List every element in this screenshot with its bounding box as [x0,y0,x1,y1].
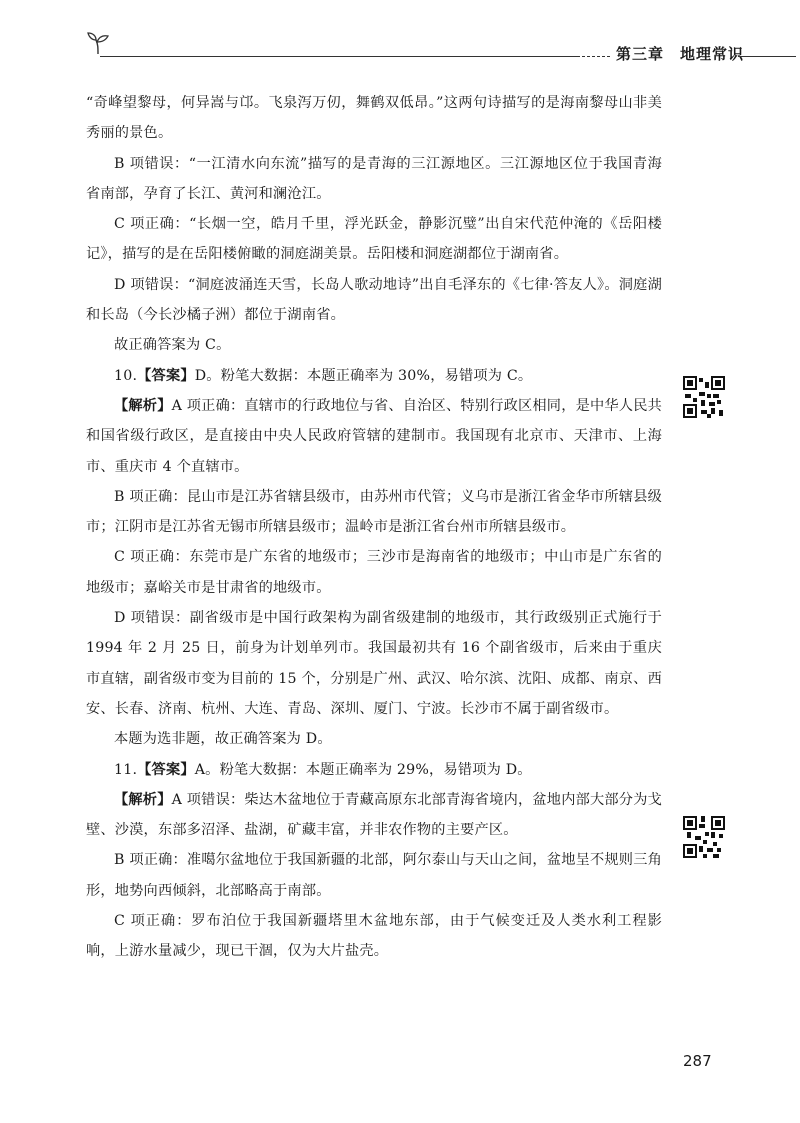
answer-tag: 【答案】 [137,367,195,384]
page-body [86,88,662,967]
paragraph: C 项正确：东莞市是广东省的地级市；三沙市是海南省的地级市；中山市是广东省的地级市；嘉峪关市是甘肃省的地级市。 [86,549,662,596]
answer-line [86,361,662,391]
page-number: 287 [683,1052,712,1070]
paragraph: B 项正确：昆山市是江苏省辖县级市，由苏州市代管；义乌市是浙江省金华市所辖县级市；江阴市是江苏省无锡市所辖县级市；温岭市是浙江省台州市所辖县级市。 [86,488,662,536]
paragraph: 本题为选非题，故正确答案为 D。 [114,731,332,748]
answer-tag: 【答案】 [137,761,195,778]
paragraph: D 项错误：“洞庭波涌连天雪，长岛人歌动地诗”出自毛泽东的《七律·答友人》。洞庭湖和长岛（今长沙橘子洲）都位于湖南省。 [86,276,662,324]
answer-text: D。粉笔大数据：本题正确率为 30%，易错项为 C。 [194,367,533,384]
analysis-text: A 项错误：柴达木盆地位于青藏高原东北部青海省境内，盆地内部大部分为戈壁、沙漠，东部多沼泽、盐湖，矿藏丰富，并非农作物的主要产区。 [86,791,662,839]
analysis-tag: 【解析】 [114,397,172,414]
header-rule [100,56,580,57]
paragraph: 故正确答案为 C。 [114,337,231,354]
analysis-tag: 【解析】 [114,791,172,808]
paragraph: C 项正确：“长烟一空，皓月千里，浮光跃金，静影沉璧”出自宋代范仲淹的《岳阳楼记》，描写的是在岳阳楼俯瞰的洞庭湖美景。岳阳楼和洞庭湖都位于湖南省。 [86,216,662,263]
analysis-paragraph [86,391,662,482]
qr-code-icon[interactable] [683,376,725,418]
header-dash [582,56,610,57]
answer-text: A。粉笔大数据：本题正确率为 29%，易错项为 D。 [194,761,532,778]
chapter-title: 第三章 地理常识 [616,45,745,63]
question-number: 11. [114,761,138,778]
header-rule-right [738,56,796,57]
paragraph: B 项错误：“一江清水向东流”描写的是青海的三江源地区。三江源地区位于我国青海省南部，孕育了长江、黄河和澜沧江。 [86,155,662,202]
page-header [86,28,800,68]
qr-code-icon[interactable] [683,816,725,858]
paragraph: D 项错误：副省级市是中国行政架构为副省级建制的地级市，其行政级别正式施行于 1994 年 2 月 25 日，前身为计划单列市。我国最初共有 16 个副省级市，后来由于重庆市直辖，副省级市变为目前的 15 个，分别是广州、武汉、哈尔滨、沈阳、成都、南京、西安、长春、济南、杭州、大连、青岛、深圳、厦门、宁波。长沙市不属于副省级市。 [86,610,662,717]
paragraph: B 项正确：准噶尔盆地位于我国新疆的北部，阿尔泰山与天山之间，盆地呈不规则三角形，地势向西倾斜，北部略高于南部。 [86,852,662,899]
analysis-paragraph [86,785,662,846]
answer-line [86,755,662,785]
question-number: 10. [114,367,138,384]
paragraph: C 项正确：罗布泊位于我国新疆塔里木盆地东部，由于气候变迁及人类水利工程影响，上游水量减少，现已干涸，仅为大片盐壳。 [86,913,662,960]
analysis-text: A 项正确：直辖市的行政地位与省、自治区、特别行政区相同，是中华人民共和国省级行政区，是直接由中央人民政府管辖的建制市。我国现有北京市、天津市、上海市、重庆市 4 个直辖市。 [86,397,662,475]
paragraph: “奇峰望黎母，何异嵩与邙。飞泉泻万仞，舞鹤双低昂。”这两句诗描写的是海南黎母山非美秀丽的景色。 [86,95,662,142]
sprout-icon [86,30,112,56]
